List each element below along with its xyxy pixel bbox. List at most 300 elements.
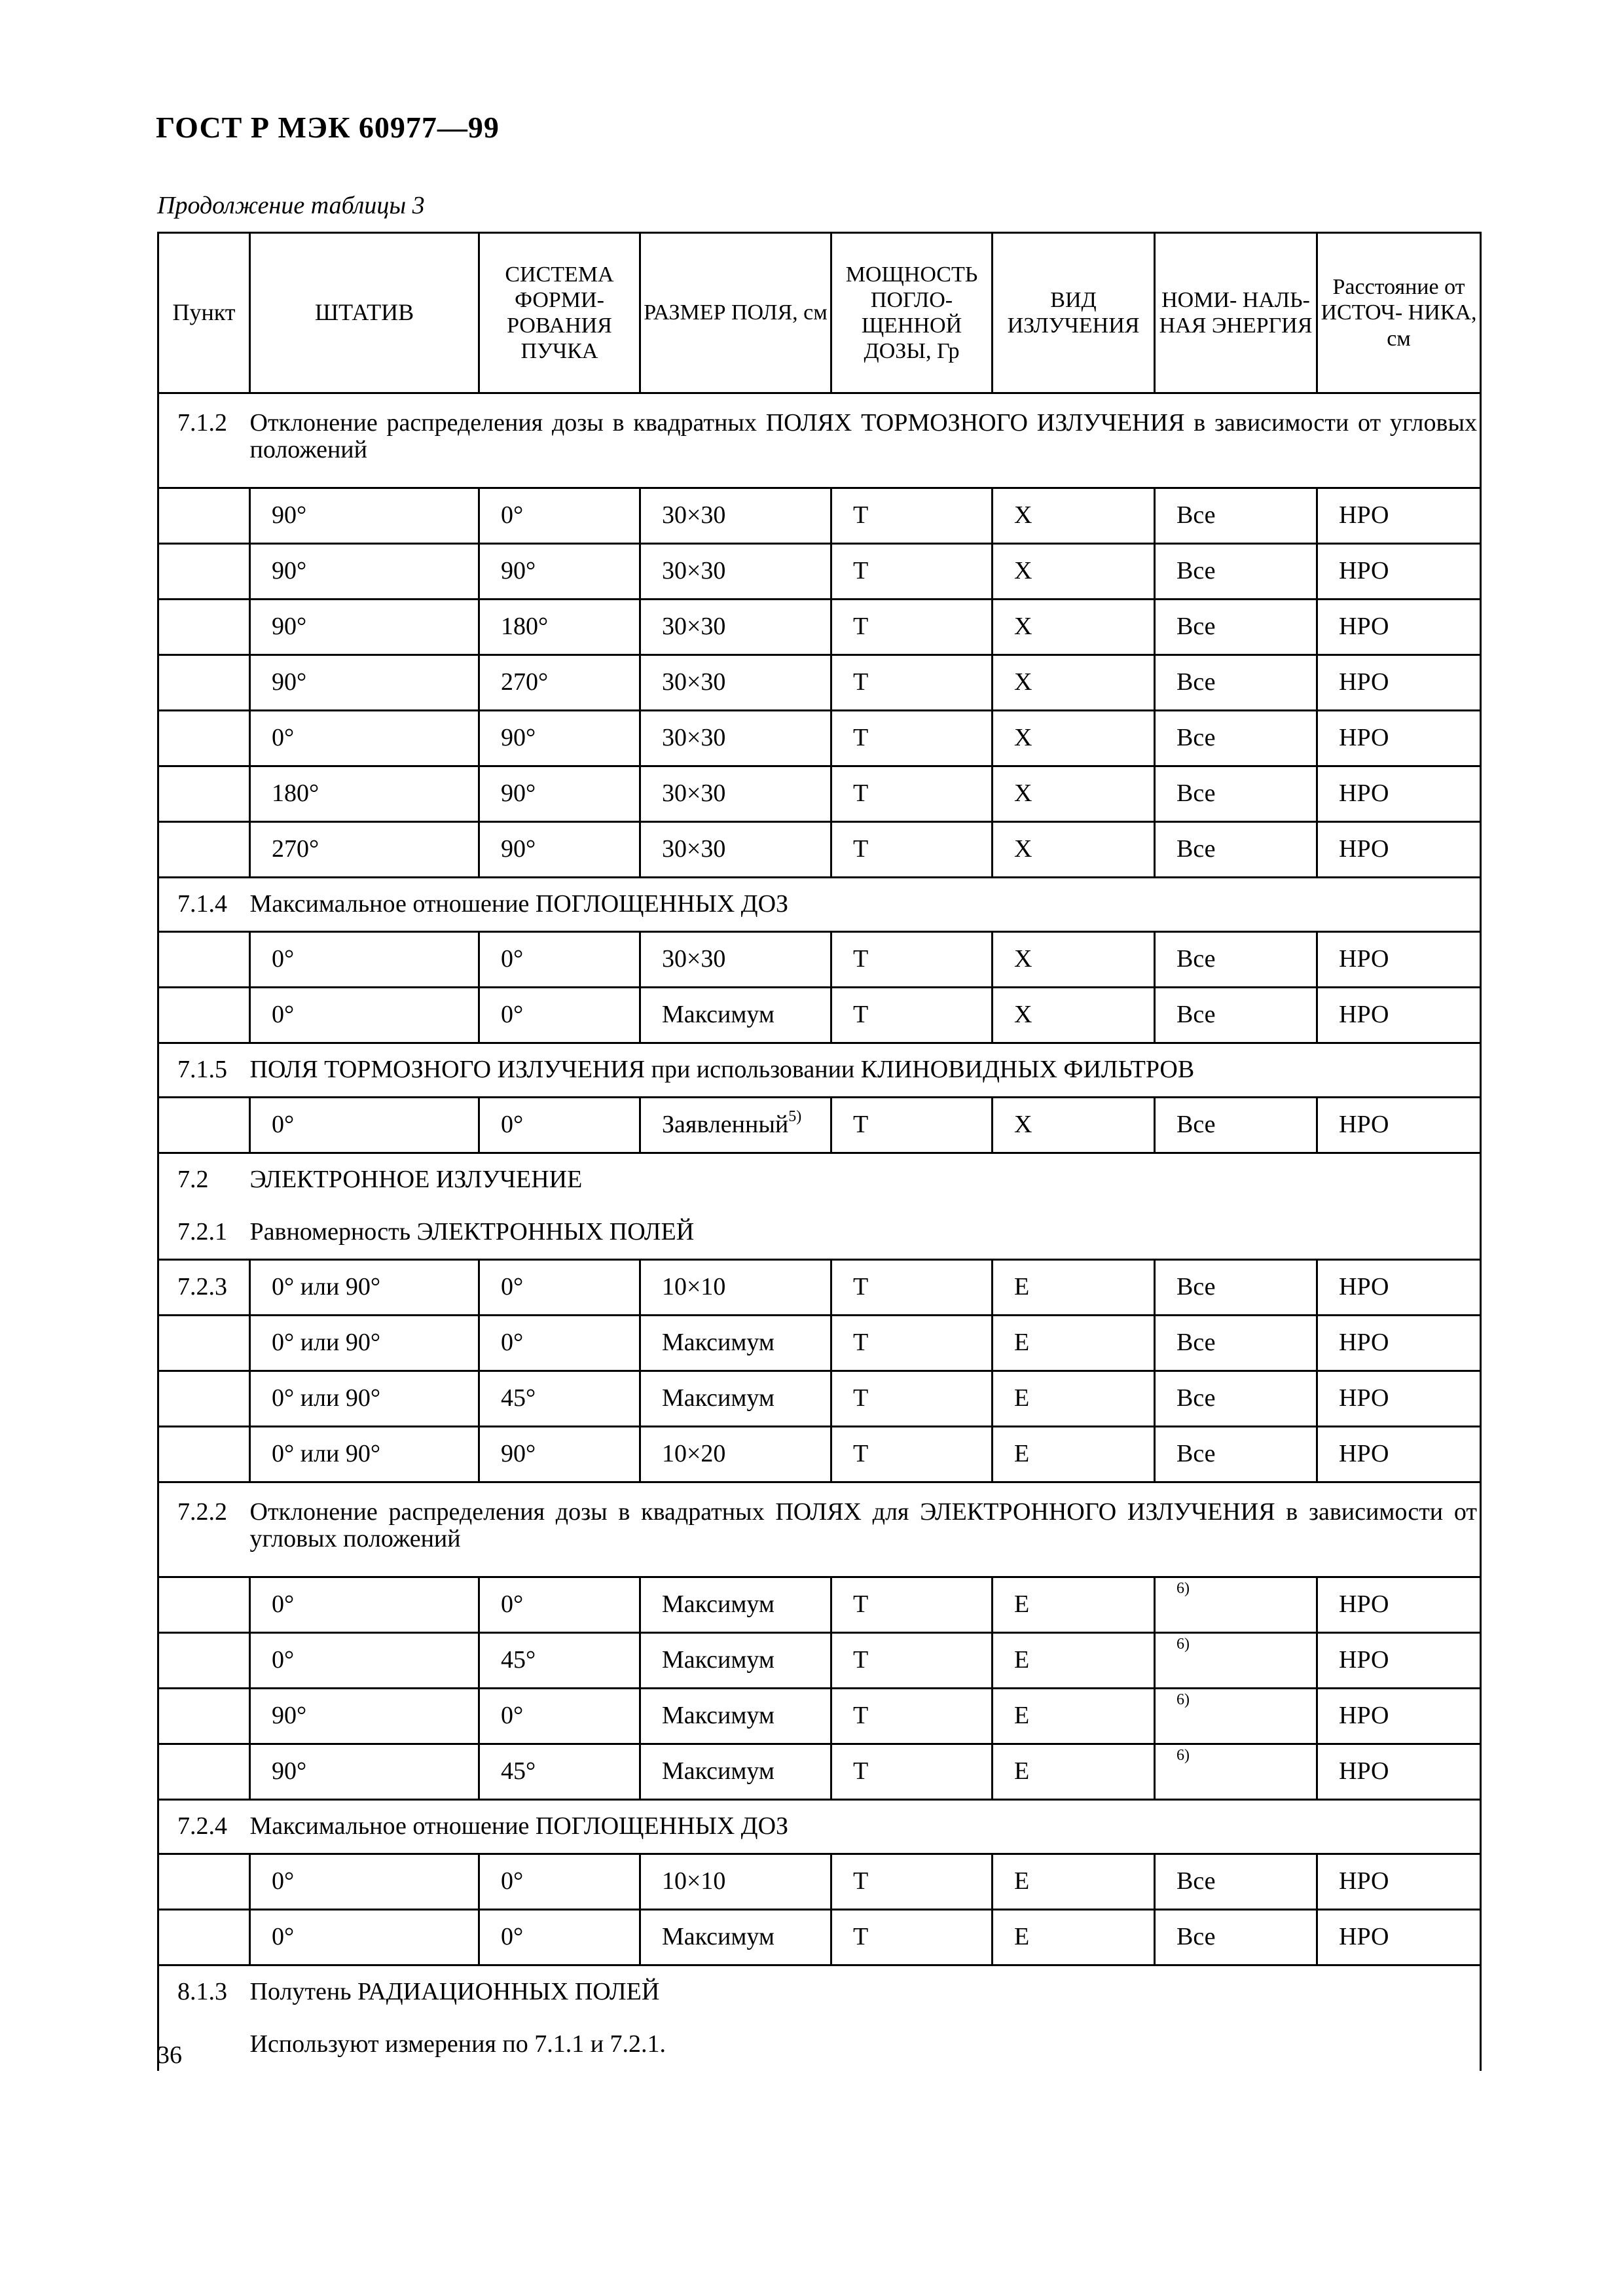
header-dose-rate: МОЩНОСТЬ ПОГЛО- ЩЕННОЙ ДОЗЫ, Гр: [831, 233, 993, 393]
cell-text: НРО: [1339, 1111, 1389, 1139]
cell-field-size: [640, 1854, 831, 1910]
cell-text: 0°: [272, 1867, 295, 1895]
cell-punkt: [158, 600, 250, 655]
header-nominal-energy: НОМИ- НАЛЬ- НАЯ ЭНЕРГИЯ: [1155, 233, 1317, 393]
cell-beam-system: [479, 544, 640, 600]
cell-text: 0° или 90°: [272, 1273, 381, 1301]
section-number: 7.1.5: [158, 1043, 250, 1098]
cell-text: Т: [853, 945, 869, 973]
cell-text: 270°: [272, 835, 319, 863]
cell-text: 0° или 90°: [272, 1440, 381, 1468]
cell-dose-rate: [831, 1577, 993, 1633]
cell-nominal-energy: [1155, 822, 1317, 878]
cell-text: 90°: [501, 557, 536, 585]
cell-punkt: [158, 1427, 250, 1482]
cell-beam-system: [479, 1577, 640, 1633]
footnote-marker: 6): [1176, 1580, 1190, 1598]
cell-text: Максимум: [662, 1384, 775, 1412]
cell-radiation-type: [993, 1854, 1155, 1910]
cell-nominal-energy: [1155, 544, 1317, 600]
cell-text: НРО: [1339, 1646, 1389, 1674]
cell-text: Все: [1176, 724, 1216, 752]
cell-text: НРО: [1339, 613, 1389, 641]
cell-shtativ: [250, 1260, 479, 1316]
cell-text: 90°: [501, 835, 536, 863]
cell-text: Максимум: [662, 1590, 775, 1619]
cell-beam-system: [479, 1744, 640, 1800]
cell-beam-system: [479, 1633, 640, 1689]
table-row: [158, 1910, 1481, 1965]
cell-text: 45°: [501, 1384, 536, 1412]
cell-dose-rate: [831, 1689, 993, 1744]
cell-nominal-energy: [1155, 1316, 1317, 1371]
section-title: Отклонение распределения дозы в квадратных ПОЛЯХ для ЭЛЕКТРОННОГО ИЗЛУЧЕНИЯ в зависимости от угловых положений: [250, 1482, 1481, 1577]
cell-text: Все: [1176, 1329, 1216, 1357]
cell-field-size: [640, 1689, 831, 1744]
cell-radiation-type: [993, 1260, 1155, 1316]
cell-text: 7.2.3: [177, 1273, 227, 1301]
table-row: [158, 988, 1481, 1043]
cell-nominal-energy: [1155, 1633, 1317, 1689]
cell-text: 0°: [272, 1111, 295, 1139]
cell-text: Е: [1014, 1440, 1030, 1468]
cell-beam-system: [479, 711, 640, 766]
cell-text: 30×30: [662, 945, 726, 973]
cell-text: Т: [853, 1001, 869, 1029]
cell-dose-rate: [831, 988, 993, 1043]
cell-text: НРО: [1339, 1001, 1389, 1029]
cell-beam-system: [479, 1427, 640, 1482]
cell-text: Все: [1176, 1111, 1216, 1139]
cell-text: X: [1014, 780, 1032, 808]
cell-dose-rate: [831, 932, 993, 988]
cell-text: Т: [853, 1273, 869, 1301]
cell-source-distance: [1317, 932, 1481, 988]
cell-text: НРО: [1339, 1384, 1389, 1412]
cell-source-distance: [1317, 1689, 1481, 1744]
cell-source-distance: [1317, 600, 1481, 655]
cell-shtativ: [250, 711, 479, 766]
table-row: [158, 932, 1481, 988]
cell-text: 0° или 90°: [272, 1384, 381, 1412]
cell-text: Т: [853, 1702, 869, 1730]
cell-text: НРО: [1339, 1329, 1389, 1357]
section-row: [158, 1153, 1481, 1207]
cell-field-size: [640, 1744, 831, 1800]
cell-radiation-type: [993, 1910, 1155, 1965]
section-title: Максимальное отношение ПОГЛОЩЕННЫХ ДОЗ: [250, 878, 1481, 932]
table-caption: Продолжение таблицы 3: [157, 192, 425, 219]
section-number: 7.2.4: [158, 1800, 250, 1854]
section-number: 7.2.1: [158, 1206, 250, 1260]
table-row: [158, 544, 1481, 600]
cell-text: Е: [1014, 1757, 1030, 1785]
cell-dose-rate: [831, 766, 993, 822]
header-shtativ: ШТАТИВ: [250, 233, 479, 393]
cell-beam-system: [479, 488, 640, 544]
cell-text: Т: [853, 1590, 869, 1619]
cell-text: НРО: [1339, 1702, 1389, 1730]
cell-punkt: [158, 1316, 250, 1371]
cell-field-size: [640, 711, 831, 766]
cell-punkt: [158, 1577, 250, 1633]
cell-text: НРО: [1339, 557, 1389, 585]
cell-text: 0°: [272, 1001, 295, 1029]
cell-text: НРО: [1339, 668, 1389, 696]
cell-field-size: [640, 1371, 831, 1427]
cell-text: Все: [1176, 1923, 1216, 1951]
cell-radiation-type: [993, 1427, 1155, 1482]
cell-text: Т: [853, 835, 869, 863]
table-row: [158, 711, 1481, 766]
cell-radiation-type: [993, 822, 1155, 878]
table-body: [158, 393, 1481, 2072]
cell-text: Максимум: [662, 1646, 775, 1674]
cell-radiation-type: [993, 1371, 1155, 1427]
cell-field-size: [640, 822, 831, 878]
cell-text: 270°: [501, 668, 549, 696]
cell-shtativ: [250, 766, 479, 822]
cell-text: 0°: [501, 501, 524, 529]
cell-text: 90°: [272, 668, 307, 696]
cell-dose-rate: [831, 1316, 993, 1371]
section-row: [158, 2018, 1481, 2071]
cell-source-distance: [1317, 822, 1481, 878]
cell-shtativ: [250, 1577, 479, 1633]
cell-punkt: [158, 1260, 250, 1316]
cell-nominal-energy: [1155, 1854, 1317, 1910]
cell-shtativ: [250, 544, 479, 600]
section-row: [158, 1482, 1481, 1577]
cell-nominal-energy: [1155, 600, 1317, 655]
section-title: ЭЛЕКТРОННОЕ ИЗЛУЧЕНИЕ: [250, 1153, 1481, 1207]
cell-text: 90°: [272, 613, 307, 641]
cell-punkt: [158, 544, 250, 600]
cell-beam-system: [479, 1098, 640, 1153]
cell-nominal-energy: [1155, 1689, 1317, 1744]
cell-dose-rate: [831, 711, 993, 766]
cell-source-distance: [1317, 711, 1481, 766]
cell-shtativ: [250, 988, 479, 1043]
cell-text: НРО: [1339, 1273, 1389, 1301]
cell-text: НРО: [1339, 501, 1389, 529]
cell-text: НРО: [1339, 1923, 1389, 1951]
cell-text: Е: [1014, 1867, 1030, 1895]
cell-nominal-energy: [1155, 1098, 1317, 1153]
cell-text: Т: [853, 724, 869, 752]
cell-dose-rate: [831, 1744, 993, 1800]
cell-nominal-energy: [1155, 488, 1317, 544]
table-row: [158, 1098, 1481, 1153]
cell-dose-rate: [831, 655, 993, 711]
cell-radiation-type: [993, 1316, 1155, 1371]
cell-dose-rate: [831, 1098, 993, 1153]
cell-radiation-type: [993, 544, 1155, 600]
cell-shtativ: [250, 1744, 479, 1800]
table-row: [158, 1427, 1481, 1482]
cell-field-size: [640, 766, 831, 822]
cell-text: Все: [1176, 1273, 1216, 1301]
section-number: 7.1.4: [158, 878, 250, 932]
cell-text: 0°: [272, 1923, 295, 1951]
cell-text: НРО: [1339, 1440, 1389, 1468]
cell-text: НРО: [1339, 1590, 1389, 1619]
table-row: [158, 766, 1481, 822]
section-number: 7.2: [158, 1153, 250, 1207]
cell-text: 30×30: [662, 835, 726, 863]
cell-text: Т: [853, 557, 869, 585]
cell-text: 180°: [272, 780, 319, 808]
cell-field-size: [640, 488, 831, 544]
cell-text: 0°: [501, 1867, 524, 1895]
cell-punkt: [158, 766, 250, 822]
cell-shtativ: [250, 1427, 479, 1482]
section-number: 7.2.2: [158, 1482, 250, 1577]
cell-text: 10×10: [662, 1273, 726, 1301]
cell-text: 180°: [501, 613, 549, 641]
cell-source-distance: [1317, 655, 1481, 711]
cell-nominal-energy: [1155, 1260, 1317, 1316]
cell-radiation-type: [993, 766, 1155, 822]
cell-text: Максимум: [662, 1329, 775, 1357]
cell-punkt: [158, 711, 250, 766]
cell-nominal-energy: [1155, 932, 1317, 988]
cell-shtativ: [250, 932, 479, 988]
cell-dose-rate: [831, 1633, 993, 1689]
cell-beam-system: [479, 1910, 640, 1965]
cell-text: 0°: [501, 1702, 524, 1730]
section-number: 7.1.2: [158, 393, 250, 488]
section-row: [158, 1965, 1481, 2019]
table-row: [158, 1577, 1481, 1633]
cell-text: Все: [1176, 501, 1216, 529]
cell-text: 30×30: [662, 613, 726, 641]
cell-shtativ: [250, 1689, 479, 1744]
section-row: [158, 1206, 1481, 1260]
cell-text: Т: [853, 1646, 869, 1674]
section-title: Полутень РАДИАЦИОННЫХ ПОЛЕЙ: [250, 1965, 1481, 2019]
cell-text: X: [1014, 1111, 1032, 1139]
cell-field-size: [640, 932, 831, 988]
cell-source-distance: [1317, 988, 1481, 1043]
footnote-marker: 6): [1176, 1691, 1190, 1709]
cell-field-size: [640, 544, 831, 600]
cell-radiation-type: [993, 488, 1155, 544]
cell-shtativ: [250, 655, 479, 711]
cell-text: 0°: [501, 1329, 524, 1357]
cell-text: НРО: [1339, 780, 1389, 808]
header-beam-system: СИСТЕМА ФОРМИ- РОВАНИЯ ПУЧКА: [479, 233, 640, 393]
cell-beam-system: [479, 1260, 640, 1316]
cell-dose-rate: [831, 544, 993, 600]
cell-text: Е: [1014, 1646, 1030, 1674]
cell-source-distance: [1317, 1577, 1481, 1633]
cell-text: 30×30: [662, 557, 726, 585]
cell-text: НРО: [1339, 1757, 1389, 1785]
cell-source-distance: [1317, 1910, 1481, 1965]
cell-field-size: [640, 1633, 831, 1689]
cell-beam-system: [479, 822, 640, 878]
cell-punkt: [158, 1633, 250, 1689]
cell-shtativ: [250, 1633, 479, 1689]
section-title: Используют измерения по 7.1.1 и 7.2.1.: [250, 2018, 1481, 2071]
cell-field-size: [640, 1260, 831, 1316]
header-field-size: РАЗМЕР ПОЛЯ, см: [640, 233, 831, 393]
cell-source-distance: [1317, 1633, 1481, 1689]
section-title: Максимальное отношение ПОГЛОЩЕННЫХ ДОЗ: [250, 1800, 1481, 1854]
cell-text: 0° или 90°: [272, 1329, 381, 1357]
section-title: ПОЛЯ ТОРМОЗНОГО ИЗЛУЧЕНИЯ при использовании КЛИНОВИДНЫХ ФИЛЬТРОВ: [250, 1043, 1481, 1098]
cell-text: Т: [853, 1440, 869, 1468]
cell-source-distance: [1317, 1098, 1481, 1153]
cell-shtativ: [250, 1316, 479, 1371]
cell-field-size: [640, 1316, 831, 1371]
cell-nominal-energy: [1155, 1744, 1317, 1800]
cell-field-size: [640, 988, 831, 1043]
cell-text: X: [1014, 668, 1032, 696]
cell-punkt: [158, 1910, 250, 1965]
cell-dose-rate: [831, 1910, 993, 1965]
cell-beam-system: [479, 766, 640, 822]
cell-nominal-energy: [1155, 655, 1317, 711]
cell-nominal-energy: [1155, 711, 1317, 766]
cell-beam-system: [479, 1854, 640, 1910]
cell-field-size: [640, 1427, 831, 1482]
cell-dose-rate: [831, 1260, 993, 1316]
cell-text: 0°: [501, 1273, 524, 1301]
cell-text: X: [1014, 613, 1032, 641]
cell-text: НРО: [1339, 835, 1389, 863]
cell-nominal-energy: [1155, 1427, 1317, 1482]
cell-nominal-energy: [1155, 766, 1317, 822]
cell-radiation-type: [993, 655, 1155, 711]
cell-text: X: [1014, 557, 1032, 585]
cell-text: X: [1014, 724, 1032, 752]
section-row: [158, 393, 1481, 488]
cell-text: Максимум: [662, 1923, 775, 1951]
cell-text: Т: [853, 1384, 869, 1412]
cell-radiation-type: [993, 600, 1155, 655]
cell-field-size: [640, 600, 831, 655]
cell-text: 0°: [272, 1646, 295, 1674]
cell-text: 0°: [272, 945, 295, 973]
cell-beam-system: [479, 932, 640, 988]
cell-field-size: [640, 1098, 831, 1153]
cell-text: 0°: [272, 1590, 295, 1619]
cell-text: 30×30: [662, 780, 726, 808]
table-row: [158, 655, 1481, 711]
table-row: [158, 488, 1481, 544]
cell-text: 10×20: [662, 1440, 726, 1468]
cell-text: НРО: [1339, 724, 1389, 752]
cell-shtativ: [250, 1854, 479, 1910]
cell-text: Т: [853, 1329, 869, 1357]
cell-dose-rate: [831, 1427, 993, 1482]
cell-text: 30×30: [662, 724, 726, 752]
cell-text: Т: [853, 1757, 869, 1785]
cell-punkt: [158, 988, 250, 1043]
cell-beam-system: [479, 1689, 640, 1744]
cell-shtativ: [250, 488, 479, 544]
cell-text: 90°: [272, 501, 307, 529]
table-row: [158, 1689, 1481, 1744]
cell-radiation-type: [993, 932, 1155, 988]
cell-shtativ: [250, 1098, 479, 1153]
header-source-distance: Расстояние от ИСТОЧ- НИКА, см: [1317, 233, 1481, 393]
cell-text: Максимум: [662, 1001, 775, 1029]
table-header-row: [158, 233, 1481, 393]
cell-shtativ: [250, 600, 479, 655]
footnote-marker: 6): [1176, 1747, 1190, 1765]
section-row: [158, 1043, 1481, 1098]
cell-text: Максимум: [662, 1702, 775, 1730]
cell-source-distance: [1317, 1316, 1481, 1371]
footnote-marker: 5): [788, 1108, 802, 1126]
cell-text: 10×10: [662, 1867, 726, 1895]
cell-radiation-type: [993, 1744, 1155, 1800]
cell-radiation-type: [993, 988, 1155, 1043]
cell-dose-rate: [831, 1854, 993, 1910]
cell-dose-rate: [831, 822, 993, 878]
cell-beam-system: [479, 600, 640, 655]
cell-nominal-energy: [1155, 1910, 1317, 1965]
cell-nominal-energy: [1155, 1371, 1317, 1427]
cell-radiation-type: [993, 711, 1155, 766]
cell-source-distance: [1317, 488, 1481, 544]
cell-shtativ: [250, 822, 479, 878]
cell-text: 90°: [272, 1702, 307, 1730]
cell-text: 0°: [501, 1923, 524, 1951]
cell-text: 30×30: [662, 668, 726, 696]
cell-text: НРО: [1339, 945, 1389, 973]
cell-text: 0°: [501, 1590, 524, 1619]
cell-radiation-type: [993, 1689, 1155, 1744]
cell-field-size: [640, 1910, 831, 1965]
cell-dose-rate: [831, 488, 993, 544]
section-title: Отклонение распределения дозы в квадратных ПОЛЯХ ТОРМОЗНОГО ИЗЛУЧЕНИЯ в зависимости от угловых положений: [250, 393, 1481, 488]
cell-text: Т: [853, 1923, 869, 1951]
parameters-table: [157, 232, 1482, 2071]
cell-source-distance: [1317, 766, 1481, 822]
section-title: Равномерность ЭЛЕКТРОННЫХ ПОЛЕЙ: [250, 1206, 1481, 1260]
cell-field-size: [640, 655, 831, 711]
cell-text: X: [1014, 835, 1032, 863]
cell-nominal-energy: [1155, 1577, 1317, 1633]
cell-text: 90°: [501, 724, 536, 752]
cell-text: Е: [1014, 1273, 1030, 1301]
cell-text: X: [1014, 1001, 1032, 1029]
table-row: [158, 1371, 1481, 1427]
cell-text: Е: [1014, 1590, 1030, 1619]
cell-text: Максимум: [662, 1757, 775, 1785]
cell-text: Все: [1176, 1384, 1216, 1412]
cell-text: Все: [1176, 835, 1216, 863]
cell-text: Все: [1176, 1001, 1216, 1029]
footnote-marker: 6): [1176, 1636, 1190, 1653]
table-row: [158, 1260, 1481, 1316]
cell-radiation-type: [993, 1633, 1155, 1689]
cell-punkt: [158, 1371, 250, 1427]
cell-beam-system: [479, 988, 640, 1043]
cell-text: 45°: [501, 1646, 536, 1674]
cell-text: Т: [853, 668, 869, 696]
cell-punkt: [158, 1854, 250, 1910]
cell-text: 0°: [501, 1001, 524, 1029]
table-row: [158, 1633, 1481, 1689]
cell-text: Т: [853, 1867, 869, 1895]
cell-text: 90°: [501, 780, 536, 808]
cell-punkt: [158, 488, 250, 544]
